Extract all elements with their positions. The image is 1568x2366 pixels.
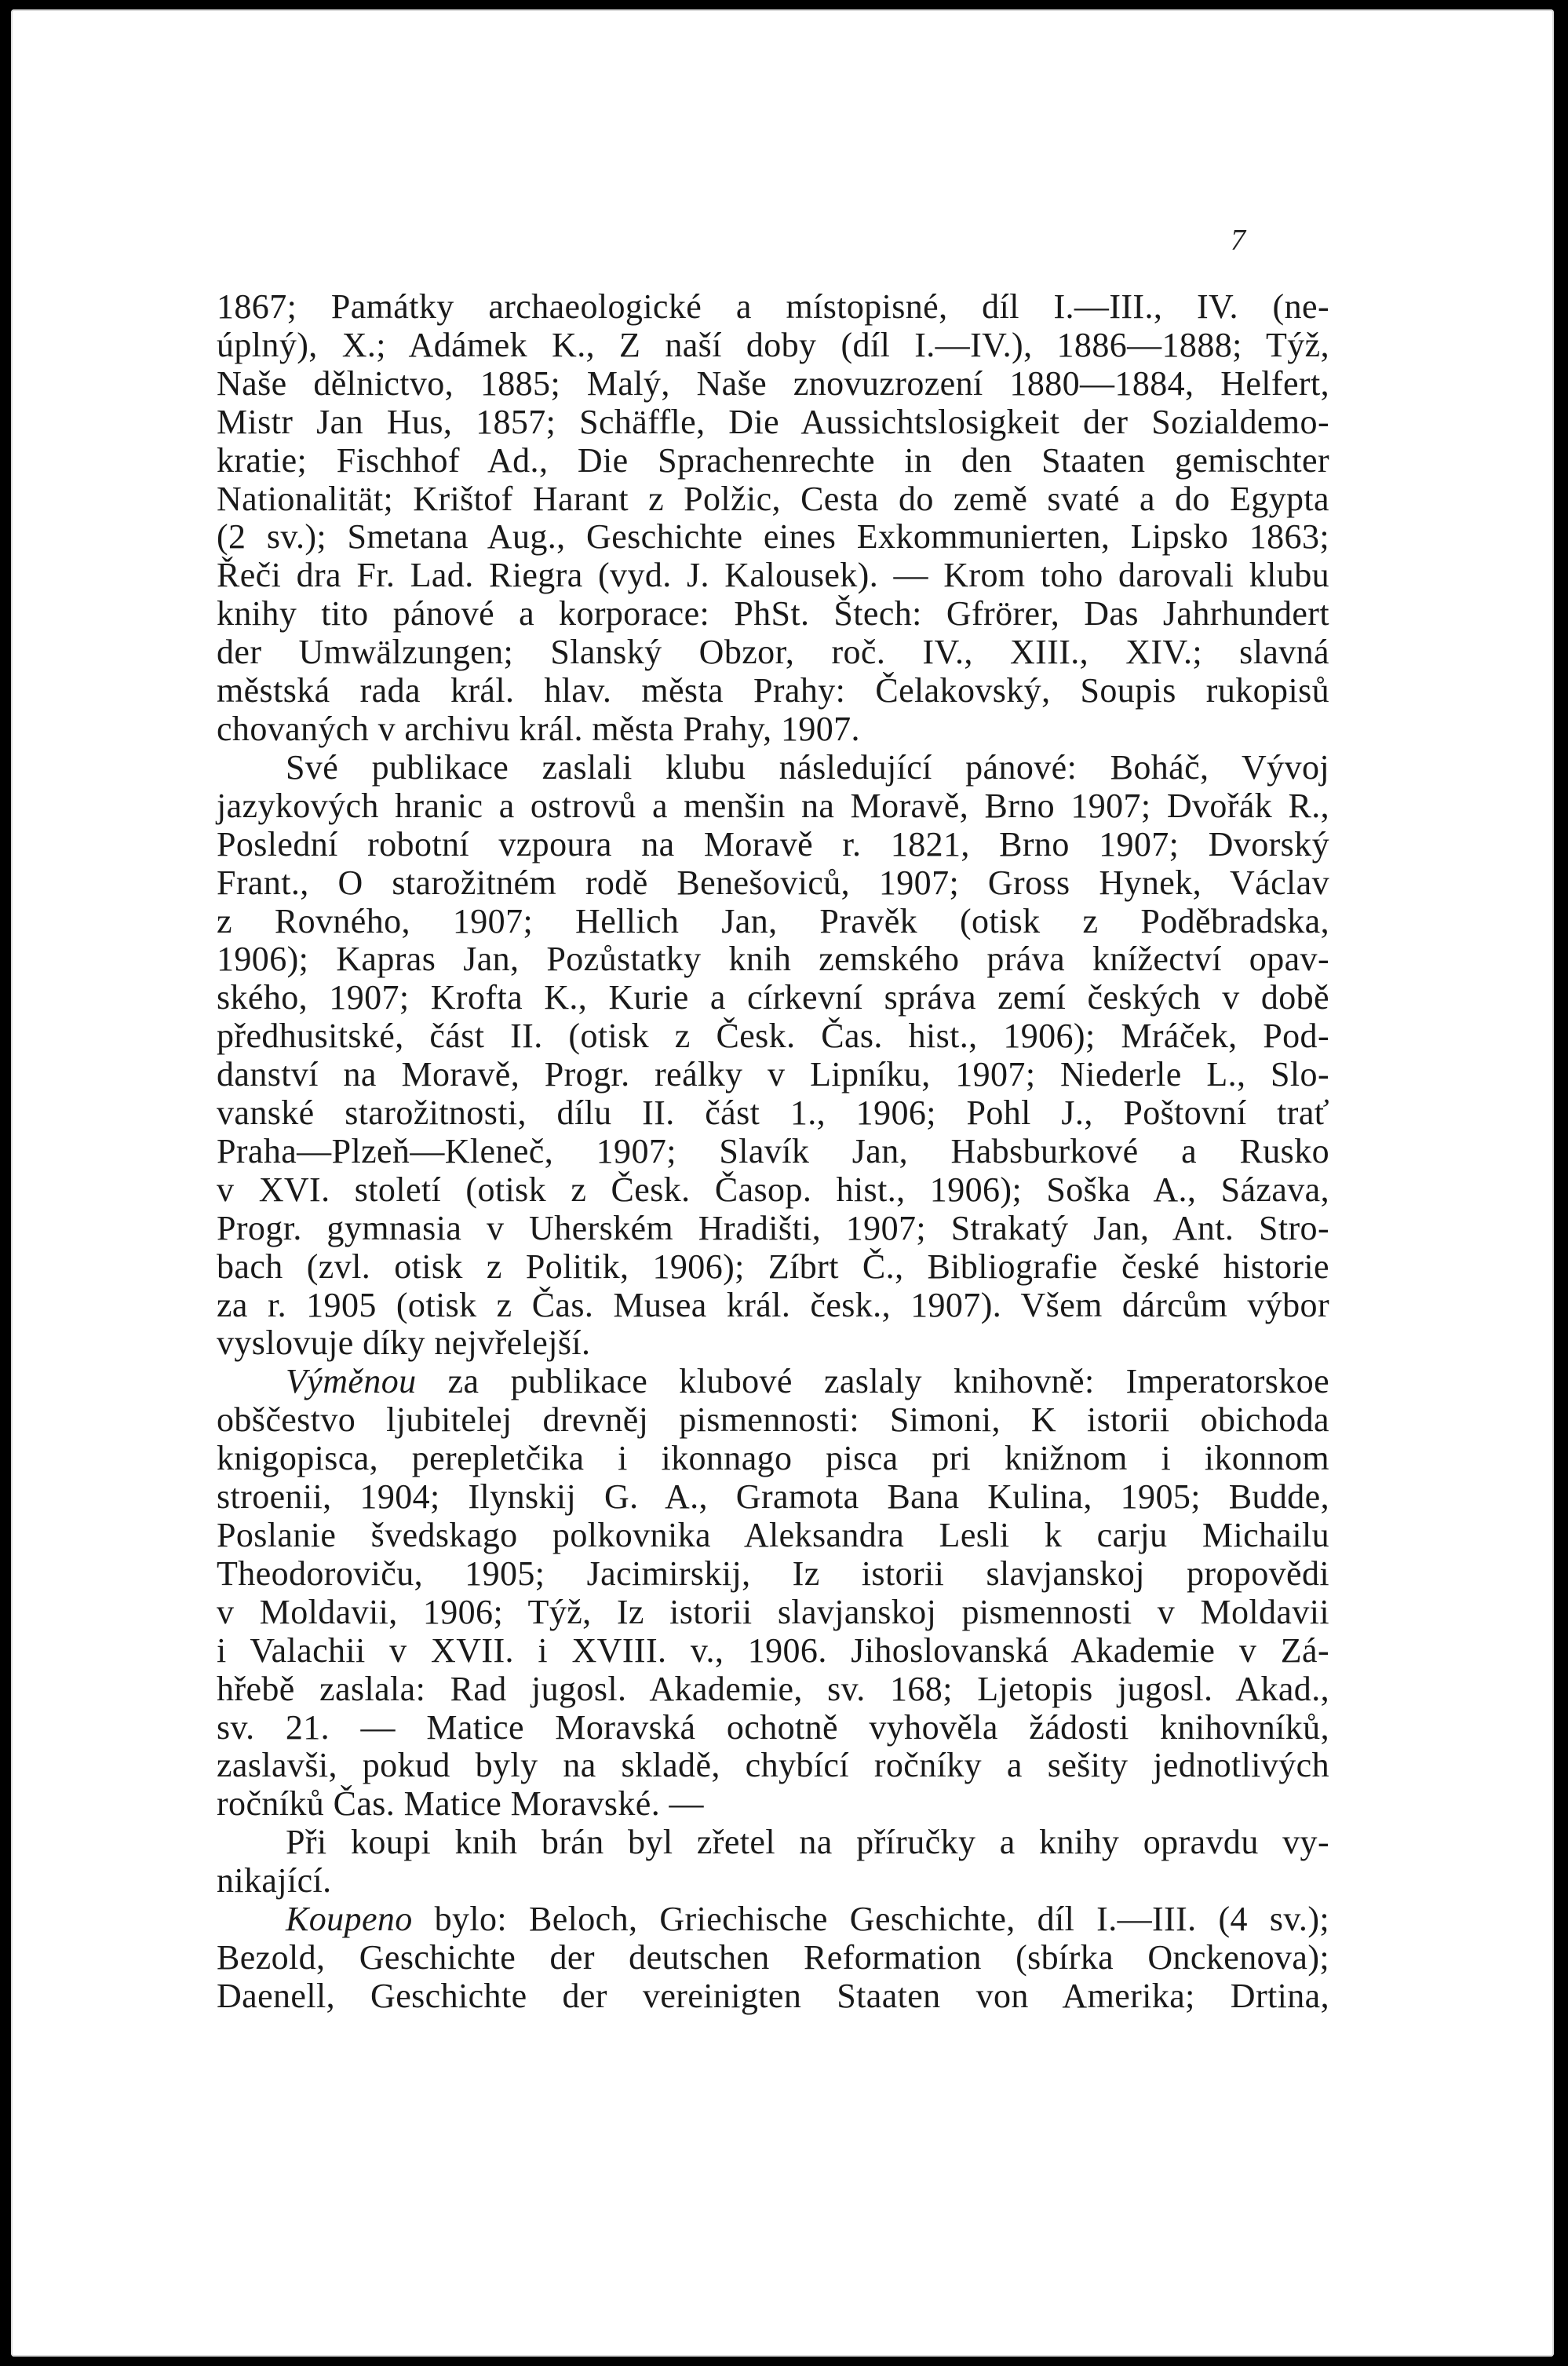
text-line: stroenii, 1904; Ilynskij G. A., Gramota Bana Kulina, 1905; Budde, [217, 1477, 1329, 1517]
paragraph-3 [217, 1363, 1329, 1824]
text-line: der Umwälzungen; Slanský Obzor, roč. IV., XIII., XIV.; slavná [217, 633, 1329, 672]
text-line: Progr. gymnasia v Uherském Hradišti, 1907; Strakatý Jan, Ant. Stro- [217, 1208, 1329, 1247]
book-page [11, 9, 1554, 2357]
text-line: Naše dělnictvo, 1885; Malý, Naše znovuzrození 1880—1884, Helfert, [217, 363, 1329, 403]
text-line: ského, 1907; Krofta K., Kurie a církevní správa zemí českých v době [217, 978, 1329, 1017]
text-line: Mistr Jan Hus, 1857; Schäffle, Die Aussichtslosigkeit der Sozialdemo- [217, 402, 1329, 441]
text-line: Poslední robotní vzpoura na Moravě r. 1821, Brno 1907; Dvorský [217, 824, 1329, 864]
text-line: Bezold, Geschichte der deutschen Reformation (sbírka Onckenova); [217, 1937, 1329, 1977]
paragraph-5 [217, 1900, 1329, 2016]
text-line: chovaných v archivu král. města Prahy, 1907. [217, 709, 860, 748]
text-line: vanské starožitnosti, dílu II. část 1., 1906; Pohl J., Poštovní trať [217, 1094, 1329, 1133]
text-line: Daenell, Geschichte der vereinigten Staaten von Amerika; Drtina, [217, 1976, 1329, 2015]
text-line: předhusitské, část II. (otisk z Česk. Čas. hist., 1906); Mráček, Pod- [217, 1017, 1329, 1056]
text-line: jazykových hranic a ostrovů a menšin na Moravě, Brno 1907; Dvořák R., [217, 786, 1329, 825]
text-line: z Rovného, 1907; Hellich Jan, Pravěk (otisk z Poděbradska, [217, 901, 1329, 940]
text-line [217, 1363, 1329, 1401]
text-line: Theodoroviču, 1905; Jacimirskij, Iz istorii slavjanskoj propovědi [217, 1554, 1329, 1593]
text-line: knihy tito pánové a korporace: PhSt. Štech: Gfrörer, Das Jahrhundert [217, 594, 1329, 633]
text-line: 1906); Kapras Jan, Pozůstatky knih zemského práva knížectví opav- [217, 940, 1329, 979]
text-line: Poslanie švedskago polkovnika Aleksandra Lesli k carju Michailu [217, 1516, 1329, 1554]
text-run: za publikace klubové zaslaly knihovně: Imperatorskoe [416, 1362, 1329, 1401]
text-line: Frant., O starožitném rodě Benešoviců, 1907; Gross Hynek, Václav [217, 863, 1329, 902]
text-line: Při koupi knih brán byl zřetel na příručky a knihy opravdu vy- [286, 1823, 1329, 1862]
text-line: vyslovuje díky nejvřelejší. [217, 1324, 591, 1363]
italic-lead: Koupeno [286, 1900, 413, 1939]
text-line [217, 1900, 1329, 1939]
text-line: i Valachii v XVII. i XVIII. v., 1906. Jihoslovanská Akademie v Zá- [217, 1630, 1329, 1670]
text-run: bylo: Beloch, Griechische Geschichte, díl I.—III. (4 sv.); [412, 1900, 1329, 1939]
text-line: danství na Moravě, Progr. reálky v Lipníku, 1907; Niederle L., Slo- [217, 1055, 1329, 1094]
text-line: knigopisca, perepletčika i ikonnago pisca pri knižnom i ikonnom [217, 1439, 1329, 1478]
text-line: hřebě zaslala: Rad jugosl. Akademie, sv. 168; Ljetopis jugosl. Akad., [217, 1669, 1329, 1708]
text-line: (2 sv.); Smetana Aug., Geschichte eines Exkommunierten, Lipsko 1863; [217, 517, 1329, 557]
text-line: Své publikace zaslali klubu následující pánové: Boháč, Vývoj [286, 747, 1329, 787]
paragraph-2 [217, 749, 1329, 1364]
text-line: v Moldavii, 1906; Týž, Iz istorii slavjanskoj pismennosti v Moldavii [217, 1592, 1329, 1631]
page-number: 7 [1231, 224, 1245, 257]
text-line: bach (zvl. otisk z Politik, 1906); Zíbrt Č., Bibliografie české historie [217, 1247, 1329, 1286]
text-line: úplný), X.; Adámek K., Z naší doby (díl I.—IV.), 1886—1888; Týž, [217, 325, 1329, 364]
text-line: Nationalität; Krištof Harant z Polžic, Cesta do země svaté a do Egypta [217, 479, 1329, 518]
paragraph-1 [217, 288, 1329, 749]
text-line: za r. 1905 (otisk z Čas. Musea král. česk., 1907). Všem dárcům výbor [217, 1285, 1329, 1324]
paragraph-4 [217, 1824, 1329, 1900]
text-line: Praha—Plzeň—Kleneč, 1907; Slavík Jan, Habsburkové a Rusko [217, 1131, 1329, 1170]
text-line: zaslavši, pokud byly na skladě, chybící ročníky a sešity jednotlivých [217, 1746, 1329, 1785]
text-line: obščestvo ljubitelej drevněj pismennosti: Simoni, K istorii obichoda [217, 1400, 1329, 1440]
text-line: sv. 21. — Matice Moravská ochotně vyhověla žádosti knihovníků, [217, 1707, 1329, 1747]
body-text [217, 288, 1329, 2016]
text-line: Řeči dra Fr. Lad. Riegra (vyd. J. Kalousek). — Krom toho darovali klubu [217, 556, 1329, 595]
text-line: v XVI. století (otisk z Česk. Časop. hist., 1906); Soška A., Sázava, [217, 1170, 1329, 1209]
text-line: městská rada král. hlav. města Prahy: Čelakovský, Soupis rukopisů [217, 671, 1329, 710]
text-line: kratie; Fischhof Ad., Die Sprachenrechte in den Staaten gemischter [217, 440, 1329, 480]
italic-lead: Výměnou [286, 1362, 417, 1401]
text-line: ročníků Čas. Matice Moravské. — [217, 1784, 704, 1824]
text-line: 1867; Památky archaeologické a místopisné, díl I.—III., IV. (ne- [217, 287, 1329, 326]
text-line: nikající. [217, 1861, 332, 1900]
